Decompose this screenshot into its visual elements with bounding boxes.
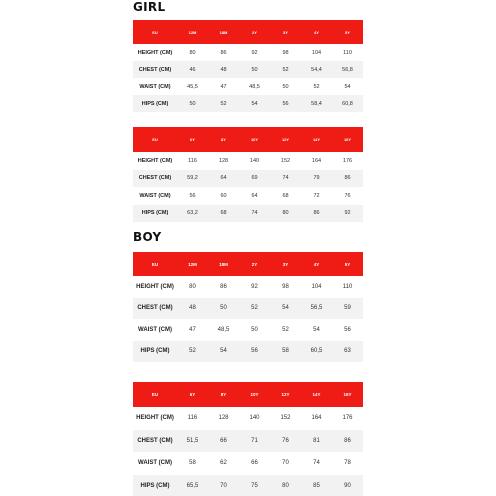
measurement-value: 52	[177, 341, 208, 363]
table-row	[133, 95, 363, 112]
measurement-label: CHEST (CM)	[133, 298, 177, 320]
measurement-value: 63	[332, 341, 363, 363]
girl-section-title: GIRL	[133, 0, 166, 14]
measurement-value: 66	[208, 430, 239, 453]
size-header-cell: 12M	[177, 252, 208, 276]
measurement-value: 98	[282, 49, 289, 56]
measurement-value: 47	[220, 83, 227, 90]
measurement-value: 56,8	[332, 61, 363, 78]
measurement-value: 176	[342, 157, 353, 164]
size-header-cell: 10Y	[239, 382, 270, 407]
measurement-value: 104	[311, 283, 322, 290]
measurement-value: 58	[189, 460, 196, 467]
measurement-value: 54	[270, 298, 301, 320]
measurement-label: WAIST (CM)	[138, 326, 172, 333]
size-header-cell: 8Y	[208, 382, 239, 407]
measurement-value: 54	[313, 326, 320, 333]
measurement-value: 64	[251, 192, 258, 199]
measurement-value: 50	[282, 83, 289, 90]
measurement-value: 70	[282, 460, 289, 467]
size-header-row	[133, 20, 363, 44]
measurement-label: WAIST (CM)	[138, 460, 172, 467]
measurement-value: 54	[239, 95, 270, 112]
table-row	[133, 170, 363, 188]
measurement-value: 60	[220, 192, 227, 199]
measurement-value: 54	[208, 341, 239, 363]
measurement-label: CHEST (CM)	[133, 170, 177, 188]
measurement-value: 176	[342, 415, 353, 422]
measurement-label: HIPS (CM)	[133, 95, 177, 112]
table-row	[133, 152, 363, 170]
size-header-cell: 5Y	[332, 20, 363, 44]
table-row	[133, 44, 363, 61]
measurement-value: 80	[189, 49, 196, 56]
measurement-value: 65,5	[177, 475, 208, 496]
size-header-cell: 6Y	[177, 382, 208, 407]
measurement-value: 104	[311, 49, 322, 56]
measurement-label: HIPS (CM)	[133, 205, 177, 223]
measurement-value: 70	[208, 475, 239, 496]
measurement-label: HIPS (CM)	[133, 341, 177, 363]
measurement-value: 48	[208, 61, 239, 78]
table-row	[133, 298, 363, 320]
measurement-value: 140	[249, 415, 260, 422]
boy-size-table-toddler	[133, 252, 363, 362]
measurement-value: 68	[282, 192, 289, 199]
measurement-value: 56	[270, 95, 301, 112]
eu-size-header: EU	[133, 382, 177, 407]
measurement-value: 80	[189, 283, 196, 290]
measurement-value: 64	[208, 170, 239, 188]
measurement-value: 86	[220, 283, 227, 290]
measurement-value: 59	[332, 298, 363, 320]
measurement-value: 110	[342, 283, 353, 290]
measurement-value: 48,5	[217, 326, 230, 333]
measurement-value: 50	[208, 298, 239, 320]
measurement-value: 71	[239, 430, 270, 453]
measurement-value: 164	[311, 415, 322, 422]
table-row	[133, 276, 363, 298]
measurement-label: HIPS (CM)	[133, 475, 177, 496]
measurement-value: 50	[177, 95, 208, 112]
girl-size-table-toddler	[133, 20, 363, 112]
measurement-value: 85	[301, 475, 332, 496]
measurement-value: 59,2	[177, 170, 208, 188]
eu-size-header: EU	[133, 20, 177, 44]
measurement-value: 48,5	[249, 83, 260, 90]
measurement-label: WAIST (CM)	[139, 192, 171, 199]
size-header-cell: 16Y	[332, 382, 363, 407]
measurement-value: 76	[344, 192, 351, 199]
measurement-value: 75	[239, 475, 270, 496]
measurement-value: 48	[177, 298, 208, 320]
measurement-value: 46	[177, 61, 208, 78]
measurement-value: 72	[313, 192, 320, 199]
measurement-value: 50	[239, 61, 270, 78]
measurement-value: 52	[282, 326, 289, 333]
size-header-cell: 18M	[208, 20, 239, 44]
measurement-value: 54,4	[301, 61, 332, 78]
measurement-value: 58	[270, 341, 301, 363]
size-header-cell: 6Y	[177, 127, 208, 152]
table-row	[133, 78, 363, 95]
size-header-cell: 5Y	[332, 252, 363, 276]
measurement-value: 56	[189, 192, 196, 199]
measurement-value: 79	[301, 170, 332, 188]
size-header-cell: 2Y	[239, 20, 270, 44]
measurement-value: 50	[251, 326, 258, 333]
table-row	[133, 61, 363, 78]
measurement-value: 54	[344, 83, 351, 90]
girl-size-table-kids	[133, 127, 363, 222]
measurement-value: 110	[343, 49, 352, 56]
measurement-value: 78	[344, 460, 351, 467]
measurement-value: 80	[270, 475, 301, 496]
measurement-label: WAIST (CM)	[139, 83, 171, 90]
measurement-label: HEIGHT (CM)	[137, 49, 173, 56]
measurement-value: 152	[280, 415, 291, 422]
measurement-value: 45,5	[187, 83, 198, 90]
measurement-value: 164	[311, 157, 322, 164]
size-header-row	[133, 382, 363, 407]
size-header-cell: 14Y	[301, 382, 332, 407]
measurement-value: 152	[280, 157, 291, 164]
measurement-label: HEIGHT (CM)	[137, 157, 173, 164]
eu-size-header: EU	[133, 127, 177, 152]
size-header-cell: 8Y	[208, 127, 239, 152]
size-header-cell: 10Y	[239, 127, 270, 152]
measurement-value: 51,5	[177, 430, 208, 453]
measurement-value: 56	[344, 326, 351, 333]
size-header-cell: 4Y	[301, 252, 332, 276]
eu-size-header: EU	[133, 252, 177, 276]
measurement-value: 116	[188, 157, 197, 164]
measurement-value: 86	[332, 170, 363, 188]
measurement-value: 62	[220, 460, 227, 467]
measurement-value: 80	[270, 205, 301, 223]
measurement-value: 116	[187, 415, 198, 422]
measurement-label: HEIGHT (CM)	[136, 283, 174, 290]
table-row	[133, 407, 363, 430]
size-header-cell: 16Y	[332, 127, 363, 152]
measurement-value: 69	[239, 170, 270, 188]
measurement-label: CHEST (CM)	[133, 430, 177, 453]
measurement-value: 52	[313, 83, 320, 90]
size-header-row	[133, 252, 363, 276]
measurement-value: 81	[301, 430, 332, 453]
measurement-value: 86	[301, 205, 332, 223]
measurement-value: 74	[270, 170, 301, 188]
boy-size-table-kids	[133, 382, 363, 496]
measurement-value: 86	[220, 49, 227, 56]
size-header-cell: 12Y	[270, 382, 301, 407]
measurement-value: 86	[332, 430, 363, 453]
measurement-value: 90	[332, 475, 363, 496]
size-header-row	[133, 127, 363, 152]
table-row	[133, 187, 363, 205]
measurement-value: 76	[270, 430, 301, 453]
size-header-cell: 12Y	[270, 127, 301, 152]
table-row	[133, 205, 363, 223]
size-header-cell: 3Y	[270, 252, 301, 276]
table-row	[133, 430, 363, 453]
measurement-value: 56	[239, 341, 270, 363]
measurement-value: 98	[282, 283, 289, 290]
measurement-value: 52	[208, 95, 239, 112]
measurement-value: 68	[208, 205, 239, 223]
measurement-label: HEIGHT (CM)	[136, 415, 174, 422]
measurement-value: 92	[251, 283, 258, 290]
table-row	[133, 452, 363, 475]
size-header-cell: 14Y	[301, 127, 332, 152]
measurement-value: 63,2	[177, 205, 208, 223]
measurement-value: 128	[218, 415, 229, 422]
measurement-value: 60,5	[301, 341, 332, 363]
measurement-value: 92	[332, 205, 363, 223]
measurement-label: CHEST (CM)	[133, 61, 177, 78]
size-header-cell: 18M	[208, 252, 239, 276]
measurement-value: 128	[218, 157, 229, 164]
measurement-value: 56,5	[301, 298, 332, 320]
measurement-value: 74	[313, 460, 320, 467]
measurement-value: 60,8	[332, 95, 363, 112]
measurement-value: 66	[251, 460, 258, 467]
size-header-cell: 3Y	[270, 20, 301, 44]
measurement-value: 52	[270, 61, 301, 78]
measurement-value: 52	[239, 298, 270, 320]
table-row	[133, 341, 363, 363]
size-header-cell: 12M	[177, 20, 208, 44]
measurement-value: 47	[189, 326, 196, 333]
boy-section-title: BOY	[133, 230, 162, 244]
table-row	[133, 475, 363, 496]
size-header-cell: 4Y	[301, 20, 332, 44]
measurement-value: 74	[239, 205, 270, 223]
measurement-value: 92	[251, 49, 258, 56]
measurement-value: 140	[249, 157, 260, 164]
size-header-cell: 2Y	[239, 252, 270, 276]
measurement-value: 58,4	[301, 95, 332, 112]
table-row	[133, 319, 363, 341]
